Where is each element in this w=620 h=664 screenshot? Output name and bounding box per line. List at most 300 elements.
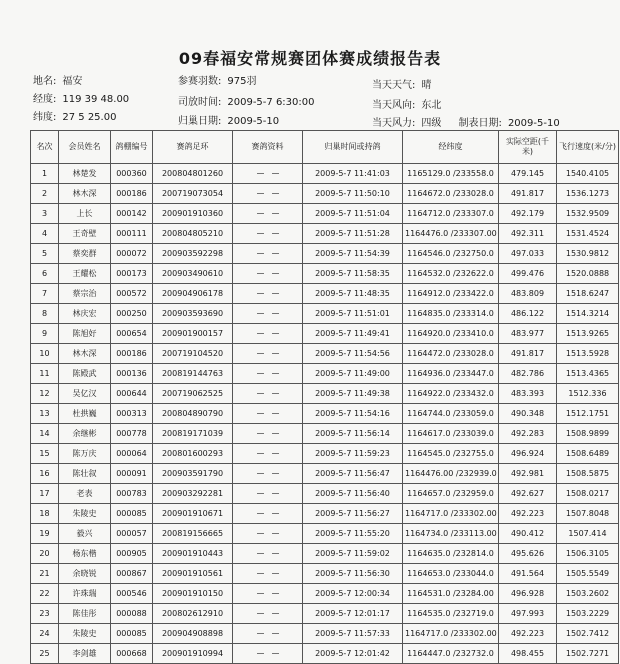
- cell-time: 2009-5-7 11:48:35: [303, 284, 403, 304]
- cell-member: 陈佳彤: [59, 604, 111, 624]
- cell-coord: 1164672.0 /233028.0: [403, 184, 499, 204]
- cell-member: 林木深: [59, 344, 111, 364]
- table-row: [31, 464, 619, 484]
- cell-pigeon: [233, 524, 303, 544]
- cell-speed: 1503.2229: [557, 604, 619, 624]
- cell-coord: 1164717.0 /233302.00: [403, 504, 499, 524]
- cell-pigeon: [233, 404, 303, 424]
- dash-mark: [257, 193, 264, 194]
- cell-rank: 6: [31, 264, 59, 284]
- table-row: [31, 224, 619, 244]
- cell-rank: 14: [31, 424, 59, 444]
- cell-coord: 1164531.0 /23284.00: [403, 584, 499, 604]
- table-row: [31, 624, 619, 644]
- cell-ring: 200901910994: [153, 644, 233, 664]
- cell-ring: 200903591790: [153, 464, 233, 484]
- table-body: [31, 164, 619, 664]
- location-value: 福安: [62, 76, 83, 87]
- dash-mark: [272, 413, 279, 414]
- weather-field: [372, 76, 431, 91]
- wind-force-field: [372, 114, 560, 129]
- cell-loft: 000313: [111, 404, 153, 424]
- cell-loft: 000111: [111, 224, 153, 244]
- cell-time: 2009-5-7 11:49:00: [303, 364, 403, 384]
- cell-ring: 200901910671: [153, 504, 233, 524]
- header-ring: 赛鸽足环: [153, 131, 233, 164]
- cell-ring: 200819156665: [153, 524, 233, 544]
- cell-time: 2009-5-7 11:57:33: [303, 624, 403, 644]
- cell-member: 陈旭好: [59, 324, 111, 344]
- cell-ring: 200819144763: [153, 364, 233, 384]
- entries-label: 参赛羽数:: [178, 76, 222, 87]
- header-loft: 鸽棚编号: [111, 131, 153, 164]
- table-header-row: [31, 131, 619, 164]
- cell-ring: 200903592298: [153, 244, 233, 264]
- cell-distance: 492.627: [499, 484, 557, 504]
- header-speed: 飞行速度(米/分): [557, 131, 619, 164]
- cell-loft: 000085: [111, 504, 153, 524]
- cell-member: 朱陵史: [59, 624, 111, 644]
- cell-loft: 000250: [111, 304, 153, 324]
- dash-mark: [257, 453, 264, 454]
- release-time-value: 2009-5-7 6:30:00: [227, 97, 315, 108]
- cell-coord: 1164447.0 /232732.0: [403, 644, 499, 664]
- cell-loft: 000173: [111, 264, 153, 284]
- cell-speed: 1536.1273: [557, 184, 619, 204]
- cell-ring: 200804890790: [153, 404, 233, 424]
- cell-distance: 495.626: [499, 544, 557, 564]
- dash-mark: [272, 653, 279, 654]
- cell-ring: 200819171039: [153, 424, 233, 444]
- cell-ring: 200903292281: [153, 484, 233, 504]
- dash-mark: [257, 373, 264, 374]
- cell-rank: 24: [31, 624, 59, 644]
- cell-member: 老表: [59, 484, 111, 504]
- cell-distance: 490.348: [499, 404, 557, 424]
- cell-coord: 1164476.00 /232939.0: [403, 464, 499, 484]
- cell-ring: 200802612910: [153, 604, 233, 624]
- cell-distance: 491.817: [499, 184, 557, 204]
- table-row: [31, 304, 619, 324]
- dash-mark: [257, 473, 264, 474]
- cell-speed: 1508.6489: [557, 444, 619, 464]
- cell-ring: 200904908898: [153, 624, 233, 644]
- wind-force-label: 当天风力:: [372, 118, 416, 129]
- cell-ring: 200901910360: [153, 204, 233, 224]
- cell-member: 蔡宗治: [59, 284, 111, 304]
- cell-loft: 000186: [111, 344, 153, 364]
- results-table: [30, 130, 619, 664]
- cell-ring: 200801600293: [153, 444, 233, 464]
- cell-distance: 499.476: [499, 264, 557, 284]
- cell-speed: 1520.0888: [557, 264, 619, 284]
- latitude-field: [33, 108, 116, 123]
- cell-member: 杨东楷: [59, 544, 111, 564]
- cell-coord: 1164476.0 /233307.00: [403, 224, 499, 244]
- cell-loft: 000088: [111, 604, 153, 624]
- cell-rank: 4: [31, 224, 59, 244]
- cell-ring: 200901910443: [153, 544, 233, 564]
- cell-speed: 1530.9812: [557, 244, 619, 264]
- table-row: [31, 284, 619, 304]
- cell-rank: 25: [31, 644, 59, 664]
- cell-loft: 000360: [111, 164, 153, 184]
- cell-speed: 1514.3214: [557, 304, 619, 324]
- cell-coord: 1164744.0 /233059.0: [403, 404, 499, 424]
- cell-coord: 1164546.0 /232750.0: [403, 244, 499, 264]
- report-title: 09春福安常规赛团体赛成绩报告表: [178, 49, 442, 68]
- cell-rank: 1: [31, 164, 59, 184]
- entries-value: 975羽: [227, 76, 257, 87]
- cell-loft: 000072: [111, 244, 153, 264]
- cell-ring: 200901900157: [153, 324, 233, 344]
- table-row: [31, 384, 619, 404]
- cell-coord: 1164920.0 /233410.0: [403, 324, 499, 344]
- cell-distance: 498.455: [499, 644, 557, 664]
- cell-distance: 497.033: [499, 244, 557, 264]
- dash-mark: [257, 533, 264, 534]
- cell-distance: 483.977: [499, 324, 557, 344]
- header-time: 归巢时间或持鸽: [303, 131, 403, 164]
- cell-distance: 492.283: [499, 424, 557, 444]
- dash-mark: [272, 373, 279, 374]
- dash-mark: [257, 273, 264, 274]
- cell-member: 朱陵史: [59, 504, 111, 524]
- cell-member: 陈殿武: [59, 364, 111, 384]
- cell-member: 蔡奕群: [59, 244, 111, 264]
- cell-distance: 491.817: [499, 344, 557, 364]
- cell-rank: 15: [31, 444, 59, 464]
- cell-loft: 000136: [111, 364, 153, 384]
- table-row: [31, 444, 619, 464]
- table-row: [31, 604, 619, 624]
- cell-member: 陈壮叙: [59, 464, 111, 484]
- cell-rank: 20: [31, 544, 59, 564]
- dash-mark: [257, 313, 264, 314]
- cell-ring: 200804805210: [153, 224, 233, 244]
- cell-loft: 000905: [111, 544, 153, 564]
- cell-distance: 491.564: [499, 564, 557, 584]
- dash-mark: [272, 513, 279, 514]
- cell-speed: 1508.9899: [557, 424, 619, 444]
- cell-pigeon: [233, 184, 303, 204]
- table-row: [31, 324, 619, 344]
- cell-coord: 1164657.0 /232959.0: [403, 484, 499, 504]
- dash-mark: [257, 593, 264, 594]
- cell-pigeon: [233, 164, 303, 184]
- cell-coord: 1164712.0 /233307.0: [403, 204, 499, 224]
- cell-pigeon: [233, 644, 303, 664]
- entries-field: [178, 72, 256, 87]
- dash-mark: [257, 333, 264, 334]
- cell-speed: 1512.336: [557, 384, 619, 404]
- cell-rank: 5: [31, 244, 59, 264]
- cell-time: 2009-5-7 12:01:17: [303, 604, 403, 624]
- cell-loft: 000783: [111, 484, 153, 504]
- cell-time: 2009-5-7 11:59:02: [303, 544, 403, 564]
- cell-coord: 1164912.0 /233422.0: [403, 284, 499, 304]
- cell-distance: 492.981: [499, 464, 557, 484]
- cell-coord: 1164922.0 /233432.0: [403, 384, 499, 404]
- table-row: [31, 644, 619, 664]
- wind-force-value: 四级: [421, 118, 442, 129]
- cell-rank: 17: [31, 484, 59, 504]
- cell-loft: 000572: [111, 284, 153, 304]
- dash-mark: [272, 193, 279, 194]
- cell-ring: 200904906178: [153, 284, 233, 304]
- table-row: [31, 404, 619, 424]
- cell-time: 2009-5-7 11:56:47: [303, 464, 403, 484]
- header-pigeon: 赛鸽资料: [233, 131, 303, 164]
- cell-pigeon: [233, 244, 303, 264]
- dash-mark: [257, 253, 264, 254]
- cell-member: 林楚发: [59, 164, 111, 184]
- return-date-value: 2009-5-10: [227, 116, 280, 127]
- cell-ring: 200903490610: [153, 264, 233, 284]
- cell-distance: 492.223: [499, 504, 557, 524]
- cell-pigeon: [233, 324, 303, 344]
- cell-distance: 483.809: [499, 284, 557, 304]
- dash-mark: [257, 653, 264, 654]
- cell-member: 陈万庆: [59, 444, 111, 464]
- cell-rank: 11: [31, 364, 59, 384]
- cell-rank: 2: [31, 184, 59, 204]
- wind-direction-label: 当天风向:: [372, 100, 416, 111]
- longitude-label: 经度:: [33, 94, 57, 105]
- cell-time: 2009-5-7 11:49:38: [303, 384, 403, 404]
- dash-mark: [272, 393, 279, 394]
- cell-rank: 16: [31, 464, 59, 484]
- dash-mark: [257, 413, 264, 414]
- header-distance: 实际空距(千米): [499, 131, 557, 164]
- cell-ring: 200719073054: [153, 184, 233, 204]
- cell-speed: 1532.9509: [557, 204, 619, 224]
- table-row: [31, 364, 619, 384]
- cell-pigeon: [233, 544, 303, 564]
- table-row: [31, 184, 619, 204]
- cell-distance: 486.122: [499, 304, 557, 324]
- cell-coord: 1164535.0 /232719.0: [403, 604, 499, 624]
- table-row: [31, 164, 619, 184]
- cell-loft: 000186: [111, 184, 153, 204]
- dash-mark: [272, 213, 279, 214]
- cell-speed: 1508.0217: [557, 484, 619, 504]
- cell-time: 2009-5-7 11:55:20: [303, 524, 403, 544]
- cell-member: 杜拱巍: [59, 404, 111, 424]
- table-row: [31, 524, 619, 544]
- location-label: 地名:: [33, 76, 57, 87]
- dash-mark: [272, 333, 279, 334]
- cell-loft: 000867: [111, 564, 153, 584]
- cell-speed: 1513.5928: [557, 344, 619, 364]
- release-time-label: 司放时间:: [178, 97, 222, 108]
- dash-mark: [272, 433, 279, 434]
- dash-mark: [272, 253, 279, 254]
- cell-speed: 1502.7412: [557, 624, 619, 644]
- dash-mark: [272, 293, 279, 294]
- weather-label: 当天天气:: [372, 80, 416, 91]
- cell-speed: 1507.414: [557, 524, 619, 544]
- cell-distance: 483.393: [499, 384, 557, 404]
- cell-rank: 19: [31, 524, 59, 544]
- cell-pigeon: [233, 284, 303, 304]
- cell-ring: 200804801260: [153, 164, 233, 184]
- cell-time: 2009-5-7 11:50:10: [303, 184, 403, 204]
- cell-time: 2009-5-7 11:54:56: [303, 344, 403, 364]
- longitude-value: 119 39 48.00: [62, 94, 130, 105]
- cell-rank: 3: [31, 204, 59, 224]
- cell-distance: 479.145: [499, 164, 557, 184]
- cell-distance: 490.412: [499, 524, 557, 544]
- cell-rank: 7: [31, 284, 59, 304]
- cell-pigeon: [233, 224, 303, 244]
- dash-mark: [272, 533, 279, 534]
- cell-loft: 000142: [111, 204, 153, 224]
- cell-coord: 1164835.0 /233314.0: [403, 304, 499, 324]
- cell-time: 2009-5-7 12:01:42: [303, 644, 403, 664]
- dash-mark: [272, 493, 279, 494]
- cell-distance: 497.993: [499, 604, 557, 624]
- cell-distance: 496.924: [499, 444, 557, 464]
- cell-ring: 200903593690: [153, 304, 233, 324]
- dash-mark: [257, 213, 264, 214]
- cell-coord: 1164734.0 /233113.00: [403, 524, 499, 544]
- cell-time: 2009-5-7 11:54:39: [303, 244, 403, 264]
- cell-ring: 200719062525: [153, 384, 233, 404]
- latitude-value: 27 5 25.00: [62, 112, 117, 123]
- cell-member: 上长: [59, 204, 111, 224]
- dash-mark: [257, 293, 264, 294]
- cell-member: 林木深: [59, 184, 111, 204]
- cell-time: 2009-5-7 11:54:16: [303, 404, 403, 424]
- cell-distance: 492.179: [499, 204, 557, 224]
- weather-value: 晴: [421, 80, 432, 91]
- dash-mark: [257, 173, 264, 174]
- dash-mark: [272, 233, 279, 234]
- wind-direction-value: 东北: [421, 100, 442, 111]
- cell-coord: 1164472.0 /233028.0: [403, 344, 499, 364]
- dash-mark: [272, 353, 279, 354]
- cell-rank: 21: [31, 564, 59, 584]
- dash-mark: [257, 613, 264, 614]
- dash-mark: [272, 633, 279, 634]
- cell-pigeon: [233, 584, 303, 604]
- cell-loft: 000085: [111, 624, 153, 644]
- cell-speed: 1512.1751: [557, 404, 619, 424]
- table-row: [31, 504, 619, 524]
- header-rank: 名次: [31, 131, 59, 164]
- dash-mark: [257, 353, 264, 354]
- header-member: 会员姓名: [59, 131, 111, 164]
- dash-mark: [272, 573, 279, 574]
- cell-loft: 000064: [111, 444, 153, 464]
- cell-member: 王奇壁: [59, 224, 111, 244]
- return-date-label: 归巢日期:: [178, 116, 222, 127]
- cell-rank: 10: [31, 344, 59, 364]
- table-row: [31, 344, 619, 364]
- cell-pigeon: [233, 424, 303, 444]
- release-time-field: [178, 93, 315, 108]
- dash-mark: [257, 493, 264, 494]
- dash-mark: [272, 553, 279, 554]
- cell-time: 2009-5-7 11:56:27: [303, 504, 403, 524]
- table-row: [31, 484, 619, 504]
- report-date-value: 2009-5-10: [507, 118, 560, 129]
- longitude-field: [33, 90, 129, 105]
- cell-time: 2009-5-7 12:00:34: [303, 584, 403, 604]
- cell-rank: 23: [31, 604, 59, 624]
- cell-loft: 000546: [111, 584, 153, 604]
- cell-loft: 000778: [111, 424, 153, 444]
- cell-coord: 1164635.0 /232814.0: [403, 544, 499, 564]
- cell-speed: 1502.7271: [557, 644, 619, 664]
- table-row: [31, 584, 619, 604]
- cell-member: 毅兴: [59, 524, 111, 544]
- cell-ring: 200901910150: [153, 584, 233, 604]
- cell-coord: 1165129.0 /233558.0: [403, 164, 499, 184]
- cell-speed: 1506.3105: [557, 544, 619, 564]
- cell-pigeon: [233, 604, 303, 624]
- cell-speed: 1508.5875: [557, 464, 619, 484]
- report-date-label: 制表日期:: [458, 118, 502, 129]
- cell-rank: 18: [31, 504, 59, 524]
- table-row: [31, 424, 619, 444]
- cell-member: 王耀松: [59, 264, 111, 284]
- cell-member: 李剑雄: [59, 644, 111, 664]
- cell-loft: 000644: [111, 384, 153, 404]
- cell-time: 2009-5-7 11:56:30: [303, 564, 403, 584]
- cell-ring: 200901910561: [153, 564, 233, 584]
- cell-time: 2009-5-7 11:49:41: [303, 324, 403, 344]
- cell-pigeon: [233, 504, 303, 524]
- cell-speed: 1507.8048: [557, 504, 619, 524]
- cell-pigeon: [233, 564, 303, 584]
- cell-speed: 1518.6247: [557, 284, 619, 304]
- cell-loft: 000654: [111, 324, 153, 344]
- cell-rank: 13: [31, 404, 59, 424]
- cell-pigeon: [233, 464, 303, 484]
- cell-rank: 12: [31, 384, 59, 404]
- table-row: [31, 244, 619, 264]
- dash-mark: [272, 593, 279, 594]
- cell-speed: 1513.9265: [557, 324, 619, 344]
- cell-member: 余晓锐: [59, 564, 111, 584]
- cell-coord: 1164936.0 /233447.0: [403, 364, 499, 384]
- dash-mark: [257, 633, 264, 634]
- dash-mark: [257, 233, 264, 234]
- latitude-label: 纬度:: [33, 112, 57, 123]
- table-row: [31, 204, 619, 224]
- dash-mark: [272, 313, 279, 314]
- dash-mark: [272, 473, 279, 474]
- cell-pigeon: [233, 624, 303, 644]
- cell-coord: 1164617.0 /233039.0: [403, 424, 499, 444]
- cell-pigeon: [233, 484, 303, 504]
- cell-speed: 1513.4365: [557, 364, 619, 384]
- cell-distance: 492.223: [499, 624, 557, 644]
- cell-loft: 000057: [111, 524, 153, 544]
- table-row: [31, 564, 619, 584]
- cell-rank: 22: [31, 584, 59, 604]
- cell-time: 2009-5-7 11:56:40: [303, 484, 403, 504]
- cell-speed: 1503.2602: [557, 584, 619, 604]
- table-row: [31, 264, 619, 284]
- cell-pigeon: [233, 444, 303, 464]
- cell-loft: 000668: [111, 644, 153, 664]
- cell-time: 2009-5-7 11:41:03: [303, 164, 403, 184]
- cell-coord: 1164653.0 /233044.0: [403, 564, 499, 584]
- cell-distance: 492.311: [499, 224, 557, 244]
